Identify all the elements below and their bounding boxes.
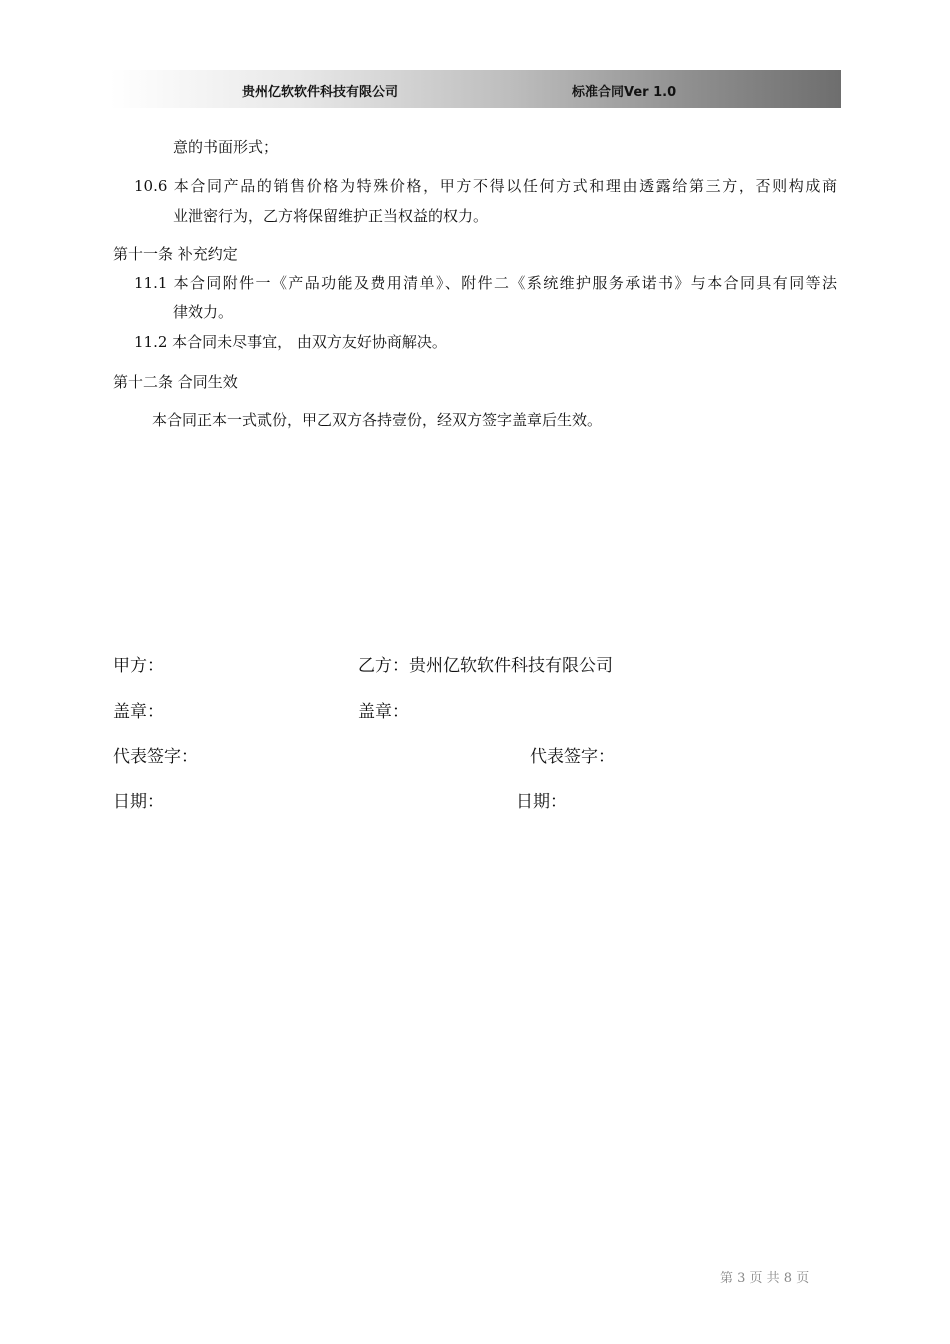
party-a-label: 甲方： bbox=[113, 656, 164, 676]
page-number: 第 3 页 共 8 页 bbox=[720, 1271, 810, 1286]
header-version: 标准合同Ver 1.0 bbox=[572, 85, 677, 100]
article-12-heading: 第十二条 合同生效 bbox=[113, 373, 238, 391]
party-a-representative: 代表签字： bbox=[113, 747, 198, 767]
clause-10-6-line-1: 10.6 本合同产品的销售价格为特殊价格，甲方不得以任何方式和理由透露给第三方，否则构成商 bbox=[134, 177, 837, 195]
party-b-representative: 代表签字： bbox=[530, 747, 615, 767]
clause-10-6-line-2: 业泄密行为，乙方将保留维护正当权益的权力。 bbox=[173, 207, 489, 225]
article-12-body: 本合同正本一式贰份，甲乙双方各持壹份，经双方签字盖章后生效。 bbox=[152, 411, 603, 429]
header-company: 贵州亿软软件科技有限公司 bbox=[242, 85, 399, 100]
article-11-heading: 第十一条 补充约定 bbox=[113, 245, 238, 263]
clause-11-1-line-1: 11.1 本合同附件一《产品功能及费用清单》、附件二《系统维护服务承诺书》与本合同具有同等法 bbox=[134, 274, 837, 292]
party-b-label: 乙方：贵州亿软软件科技有限公司 bbox=[358, 656, 613, 676]
party-b-date: 日期： bbox=[516, 792, 567, 812]
party-b-seal: 盖章： bbox=[358, 702, 409, 722]
clause-10-5-continuation: 意的书面形式； bbox=[173, 138, 279, 156]
clause-11-2: 11.2 本合同未尽事宜， 由双方友好协商解决。 bbox=[134, 333, 447, 351]
party-a-date: 日期： bbox=[113, 792, 164, 812]
header-bar bbox=[110, 70, 841, 108]
clause-11-1-line-2: 律效力。 bbox=[173, 303, 234, 321]
party-a-seal: 盖章： bbox=[113, 702, 164, 722]
